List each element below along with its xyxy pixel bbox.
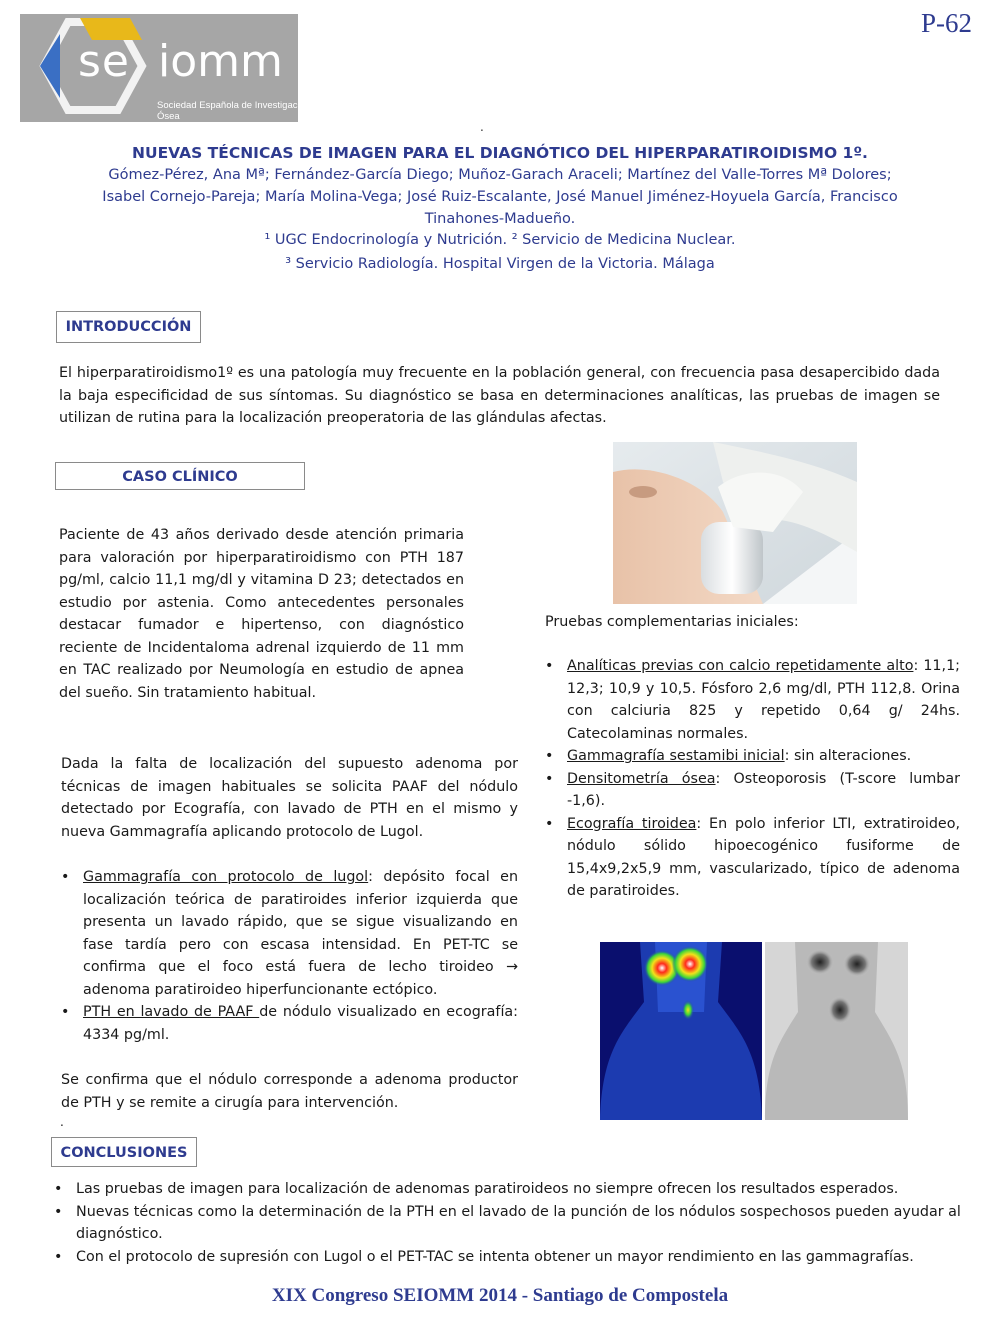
bullet-label: Gammagrafía sestamibi inicial bbox=[567, 748, 785, 764]
caso-paragraph-2: Dada la falta de localización del supuesto adenoma por técnicas de imagen habituales se solicita PAAF del nódulo detectado por Ecografía, con lavado de PTH en el mismo y nueva Gammagrafía aplicando protocolo de Lugol. bbox=[61, 756, 518, 840]
authors-line: Isabel Cornejo-Pareja; María Molina-Vega; José Ruiz-Escalante, José Manuel Jiménez-Hoyuela García, Francisco bbox=[102, 189, 898, 205]
section-title-introduccion: INTRODUCCIÓN bbox=[56, 311, 201, 343]
bullet-text: : En polo inferior LTI, extratiroideo, nódulo sólido hipoecogénico fusiforme de 15,4x9,2x5,9 mm, vascularizado, típico de adenoma de paratiroides. bbox=[567, 815, 960, 899]
logo-se-text: se bbox=[78, 36, 130, 87]
list-item bbox=[545, 768, 960, 813]
bullet-label: Gammagrafía con protocolo de lugol bbox=[83, 869, 369, 885]
caso-dot: . bbox=[60, 1115, 64, 1129]
footer-congress: XIX Congreso SEIOMM 2014 - Santiago de Compostela bbox=[271, 1285, 729, 1306]
affiliation-line: ³ Servicio Radiología. Hospital Virgen de la Victoria. Málaga bbox=[285, 256, 715, 272]
bullet-text: : Osteoporosis (T-score lumbar -1,6). bbox=[567, 770, 960, 809]
section-title-caso-clinico: CASO CLÍNICO bbox=[55, 462, 305, 490]
scintigraphy-color-image bbox=[600, 942, 762, 1120]
bullet-text: : depósito focal en localización teórica de paratiroides inferior izquierda que presenta un lavado rápido, que se sigue visualizando en fase tardía pero con escasa intensidad. En PET-TC se confirma que el foco está fuera de lecho tiroideo → adenoma paratiroideo hiperfuncionante ectópico. bbox=[83, 869, 519, 998]
bullet-label: PTH en lavado de PAAF bbox=[83, 1004, 260, 1020]
ultrasound-photo bbox=[613, 442, 857, 604]
list-item bbox=[61, 866, 518, 1001]
bullet-text: : 11,1; 12,3; 10,9 y 10,5. Fósforo 2,6 mg/dl, PTH 112,8. Orina con calciuria 825 y repetido 0,64 g/ 24hs. Catecolaminas normales. bbox=[567, 658, 960, 742]
list-item: • Las pruebas de imagen para localización de adenomas paratiroideos no siempre ofrecen los resultados esperados. bbox=[54, 1178, 974, 1201]
pruebas-title: Pruebas complementarias iniciales: bbox=[545, 614, 799, 630]
intro-paragraph: El hiperparatiroidismo1º es una patología muy frecuente en la población general, con frecuencia pasa desapercibido dada la baja especificidad de sus síntomas. Su diagnóstico se basa en determinaciones analíticas, las pruebas de imagen se utilizan de rutina para la localización preoperatoria de las glándulas afectas. bbox=[59, 365, 940, 426]
bullet-label: Analíticas previas con calcio repetidamente alto bbox=[567, 658, 914, 674]
bullet-label: Ecografía tiroidea bbox=[567, 815, 697, 832]
section-title-conclusiones: CONCLUSIONES bbox=[51, 1137, 197, 1167]
list-item bbox=[61, 1001, 518, 1046]
logo-subtitle-line2: y del Metabolismo Mineral bbox=[157, 122, 268, 133]
header-dot: . bbox=[480, 120, 484, 134]
bullet-label: Densitometría ósea bbox=[567, 770, 716, 787]
caso-paragraph-1: Paciente de 43 años derivado desde atención primaria para valoración por hiperparatiroidismo con PTH 187 pg/ml, calcio 11,1 mg/dl y vitamina D 23; detectados en estudio por astenia. Como antecedentes personales destacar fumador e hipertenso, con diagnóstico reciente de Incidentaloma adrenal izquierdo de 11 mm en TAC realizado por Neumología en estudio de apnea del sueño. Sin tratamiento habitual. bbox=[59, 527, 464, 701]
list-item bbox=[545, 813, 960, 903]
pruebas-bullet-list bbox=[545, 655, 960, 903]
seiomm-logo bbox=[20, 14, 311, 133]
authors-block bbox=[60, 164, 940, 230]
poster-title: NUEVAS TÉCNICAS DE IMAGEN PARA EL DIAGNÓTICO DEL HIPERPARATIROIDISMO 1º. bbox=[132, 144, 868, 162]
scintigraphy-grayscale-image bbox=[765, 942, 908, 1120]
authors-line: Tinahones-Madueño. bbox=[424, 211, 576, 227]
bullet-text: : sin alteraciones. bbox=[784, 748, 912, 764]
list-item: • Nuevas técnicas como la determinación de la PTH en el lavado de la punción de los nódulos sospechosos pueden ayudar al diagnóstico. bbox=[54, 1201, 974, 1246]
caso-bullet-list bbox=[61, 866, 518, 1046]
caso-paragraph-3: Se confirma que el nódulo corresponde a adenoma productor de PTH y se remite a cirugía para intervención. bbox=[61, 1072, 518, 1111]
logo-subtitle-line1: Sociedad Española de Investigación Ósea bbox=[157, 100, 311, 122]
list-item bbox=[545, 655, 960, 745]
logo-subtitle bbox=[157, 100, 317, 133]
list-item: • Con el protocolo de supresión con Lugol o el PET-TAC se intenta obtener un mayor rendimiento en las gammagrafías. bbox=[54, 1246, 974, 1269]
affiliation-line: ¹ UGC Endocrinología y Nutrición. ² Servicio de Medicina Nuclear. bbox=[264, 232, 736, 248]
list-item bbox=[545, 745, 960, 768]
authors-line: Gómez-Pérez, Ana Mª; Fernández-García Diego; Muñoz-Garach Araceli; Martínez del Valle-Torres Mª Dolores; bbox=[108, 167, 892, 183]
bullet-text: de nódulo visualizado en ecografía: 4334 pg/ml. bbox=[83, 1004, 518, 1043]
logo-iomm-text: iomm bbox=[158, 36, 283, 87]
conclusiones-list bbox=[54, 1178, 974, 1268]
poster-code: P-62 bbox=[920, 8, 972, 38]
